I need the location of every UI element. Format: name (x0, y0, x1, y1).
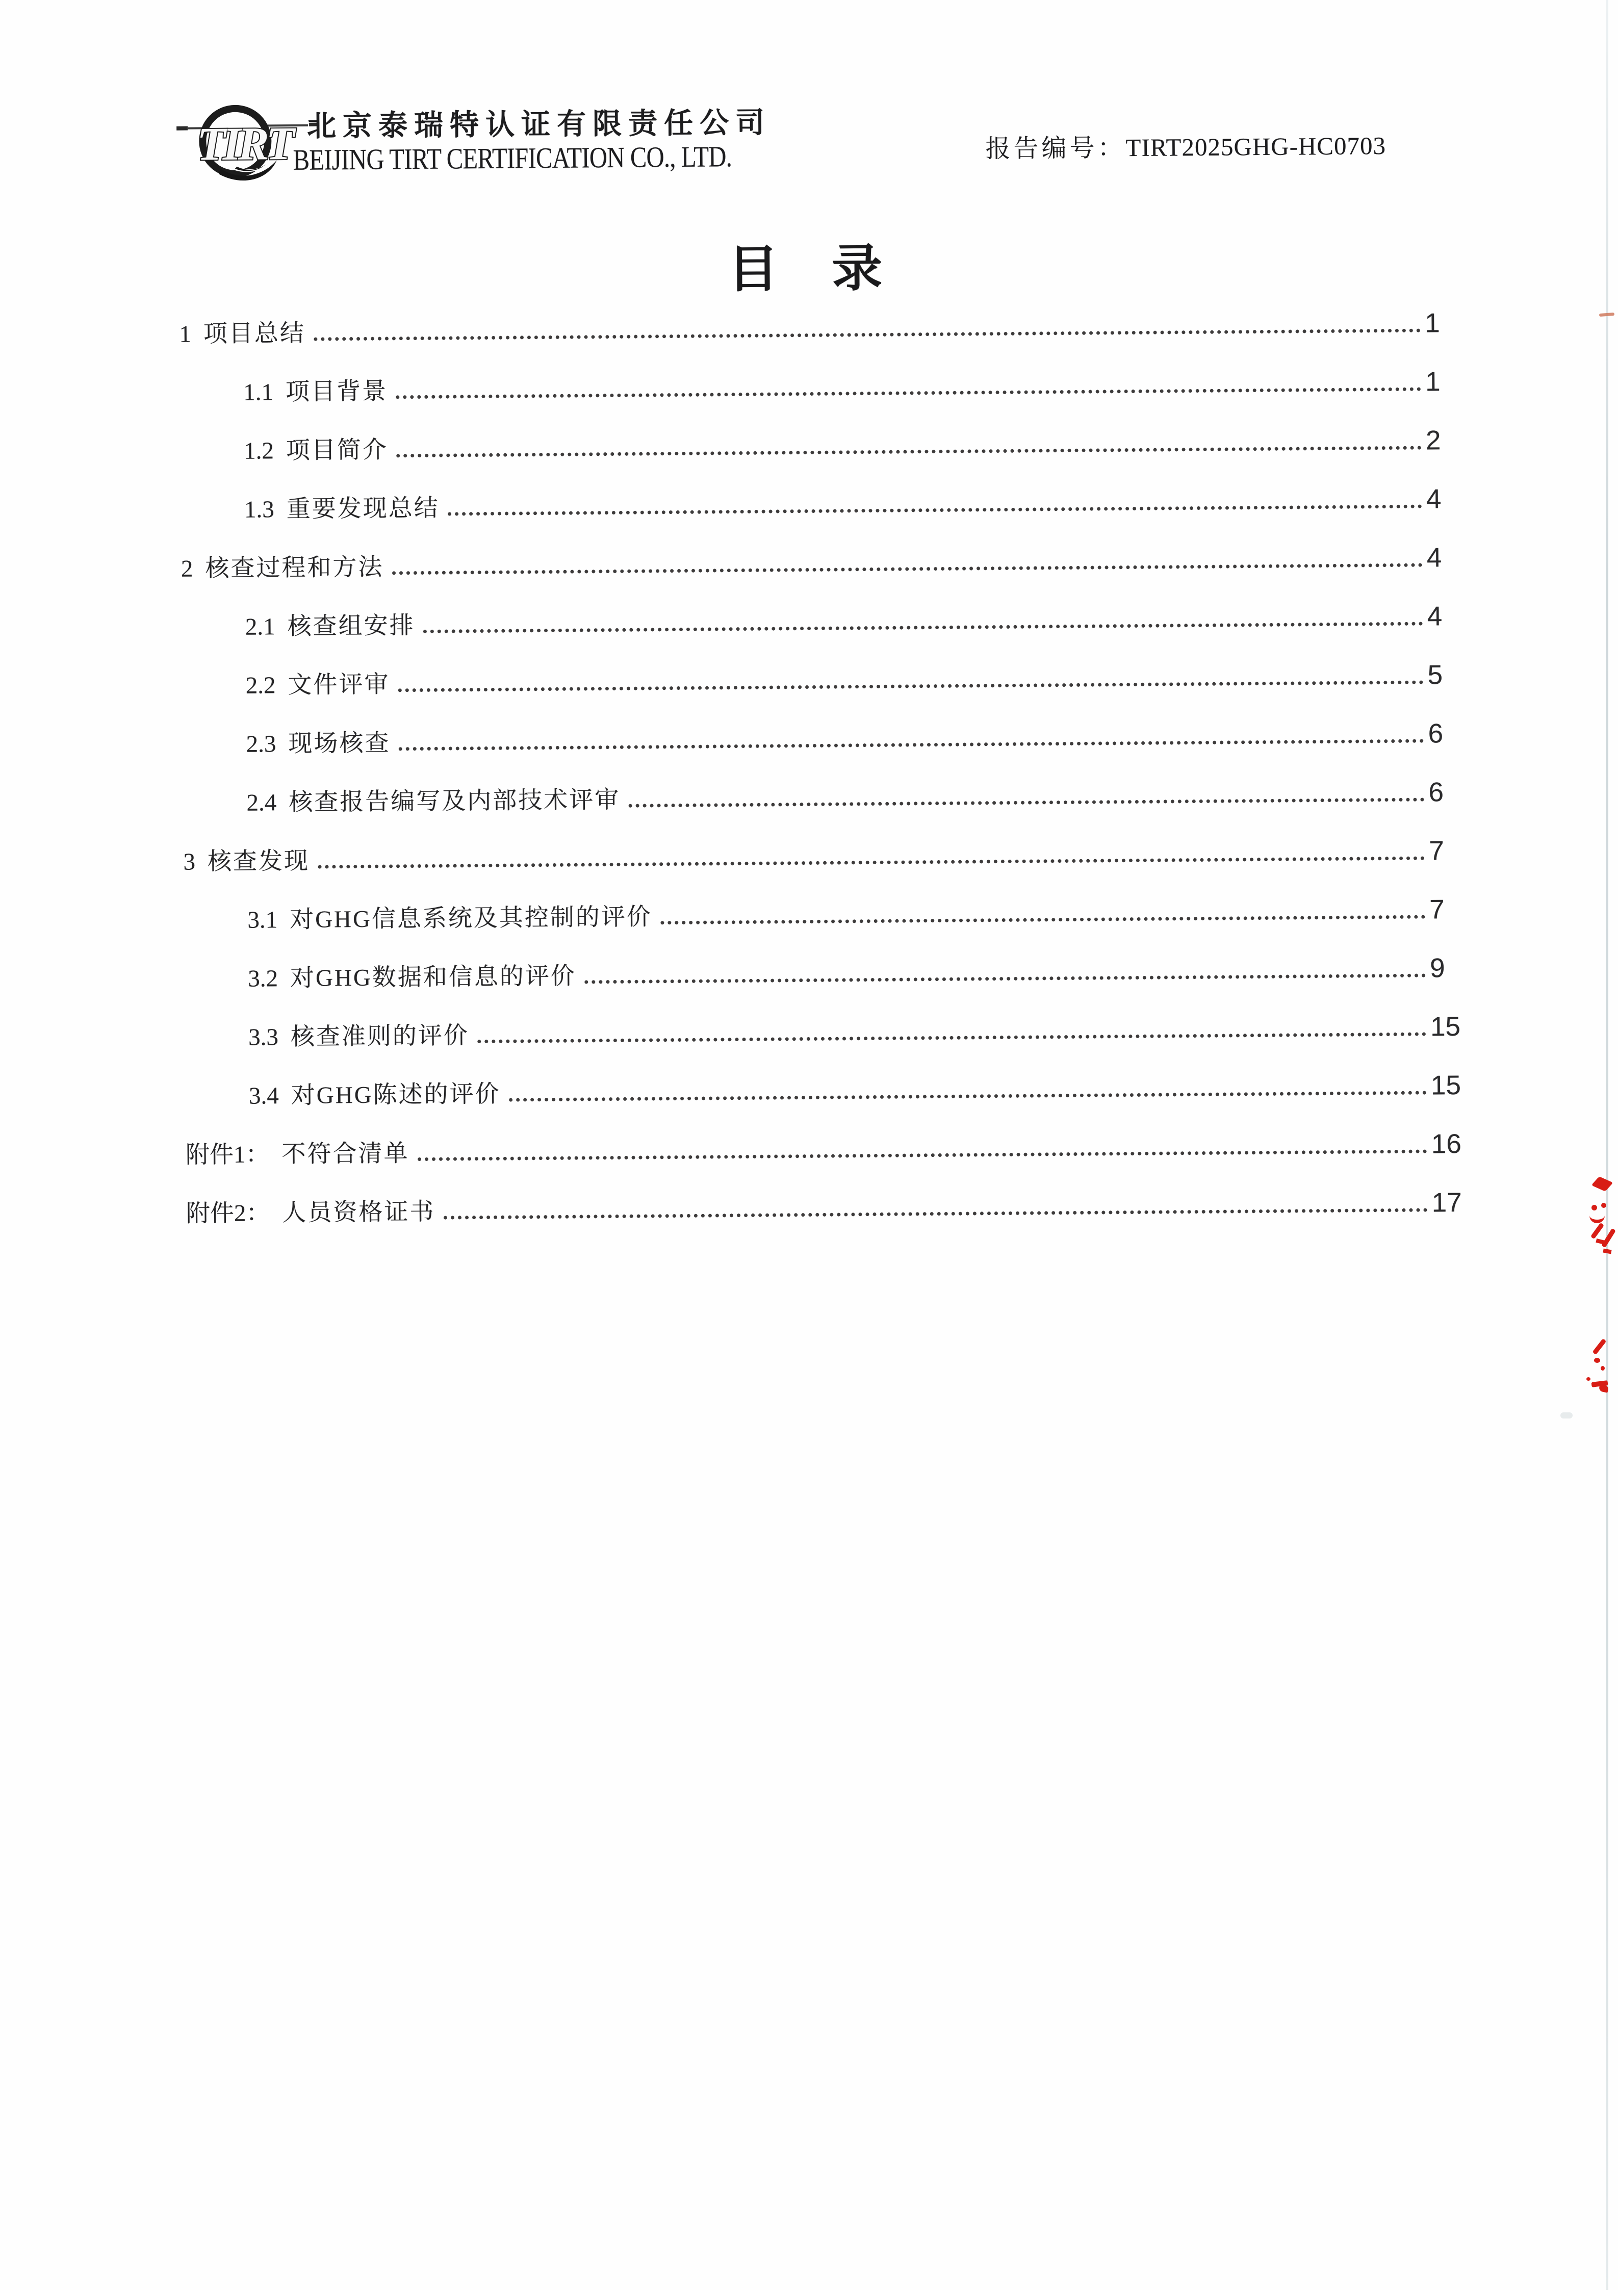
scan-smudge (1560, 1412, 1573, 1418)
toc-entry-page: 5 (1425, 659, 1479, 691)
toc-entry-page: 9 (1428, 952, 1482, 984)
toc-entry-page: 1 (1423, 307, 1477, 339)
toc-entry[interactable] (181, 586, 1479, 655)
page-edge-line (1606, 0, 1608, 2290)
toc-entry-page: 16 (1429, 1128, 1483, 1160)
toc-entry-label: 项目总结 (203, 314, 306, 349)
toc-entry-number: 2.2 (246, 672, 276, 699)
toc-entry[interactable] (181, 469, 1479, 537)
toc-list (179, 293, 1484, 1241)
toc-entry-number: 3.3 (248, 1023, 278, 1051)
toc-entry-label: 重要发现总结 (286, 489, 440, 524)
toc-entry-label: 核查报告编写及内部技术评审 (289, 781, 621, 817)
toc-entry-number: 1.1 (243, 378, 273, 406)
toc-entry-label: 人员资格证书 (282, 1193, 435, 1228)
dot-leader (396, 446, 1422, 458)
toc-entry-label: 现场核查 (288, 724, 391, 759)
toc-entry-label: 对GHG陈述的评价 (291, 1075, 501, 1111)
toc-entry-number: 3.4 (249, 1082, 279, 1110)
dot-leader (584, 974, 1426, 984)
toc-entry[interactable] (179, 293, 1477, 362)
toc-entry-page: 4 (1424, 483, 1478, 515)
toc-entry-number: 2.3 (246, 730, 276, 758)
toc-entry-number: 1.2 (244, 437, 274, 465)
dot-leader (628, 798, 1424, 808)
toc-entry-number: 2.1 (245, 613, 275, 640)
toc-entry[interactable] (185, 1114, 1483, 1182)
toc-entry-label: 核查组安排 (287, 606, 415, 641)
dot-leader (396, 388, 1421, 399)
dot-leader (443, 1208, 1427, 1220)
toc-entry-number: 2 (181, 555, 193, 583)
dot-leader (392, 563, 1422, 575)
dot-leader (660, 915, 1425, 925)
toc-entry-label: 核查发现 (208, 842, 310, 877)
toc-entry-label: 核查过程和方法 (205, 548, 384, 584)
toc-entry[interactable] (183, 820, 1481, 889)
toc-entry-page: 4 (1425, 542, 1479, 574)
company-name-en: BEIJING TIRT CERTIFICATION CO., LTD. (293, 139, 732, 177)
toc-entry[interactable] (186, 1172, 1484, 1241)
toc-entry[interactable] (179, 351, 1478, 420)
dot-leader (477, 1033, 1426, 1044)
toc-entry-page: 7 (1427, 835, 1481, 867)
toc-entry-label: 不符合清单 (281, 1134, 409, 1169)
toc-entry-page: 15 (1429, 1070, 1483, 1101)
dot-leader (398, 681, 1424, 692)
dot-leader (418, 1150, 1427, 1162)
report-number-label: 报告编号： (985, 134, 1125, 163)
header (0, 0, 1612, 7)
logo-speedline-left-dash (176, 126, 188, 131)
dot-leader (314, 329, 1421, 341)
toc-entry-number: 2.4 (246, 789, 276, 816)
toc-entry-label: 文件评审 (288, 665, 390, 700)
toc-entry-number: 3.1 (247, 906, 277, 934)
toc-entry-label: 核查准则的评价 (291, 1016, 470, 1052)
toc-entry-page: 6 (1426, 718, 1480, 750)
toc-entry-label: 对GHG信息系统及其控制的评价 (290, 897, 652, 935)
toc-entry-page: 4 (1425, 601, 1479, 632)
logo-tirt-text: TIRT (197, 117, 297, 170)
dot-leader (509, 1091, 1427, 1102)
toc-entry[interactable] (184, 879, 1482, 948)
toc-entry-page: 17 (1430, 1187, 1484, 1219)
toc-entry-label: 项目简介 (286, 430, 389, 466)
toc-title: 目 录 (0, 222, 1614, 307)
toc-entry[interactable] (185, 1055, 1483, 1124)
toc-entry-page: 2 (1424, 425, 1478, 456)
toc-entry-number: 1.3 (244, 496, 274, 523)
report-number-value: TIRT2025GHG-HC0703 (1125, 132, 1386, 162)
toc-entry[interactable] (180, 410, 1478, 479)
toc-entry-page: 15 (1428, 1011, 1482, 1043)
toc-entry-number: 附件2： (186, 1194, 270, 1228)
toc-entry-number: 3.2 (248, 965, 278, 992)
toc-entry-page: 7 (1427, 894, 1481, 925)
toc-entry[interactable] (183, 762, 1481, 831)
toc-entry-label: 项目背景 (286, 372, 388, 407)
toc-entry[interactable] (182, 703, 1480, 772)
toc-entry[interactable] (185, 996, 1483, 1065)
report-number (985, 126, 1386, 165)
toc-entry-page: 1 (1423, 366, 1477, 398)
company-name-zh: 北京泰瑞特认证有限责任公司 (307, 99, 772, 145)
dot-leader (423, 622, 1423, 633)
toc-entry-number: 附件1： (186, 1135, 270, 1170)
toc-entry-label: 对GHG数据和信息的评价 (290, 957, 576, 993)
toc-entry[interactable] (184, 938, 1482, 1007)
dot-leader (398, 739, 1424, 751)
dot-leader (318, 857, 1425, 869)
toc-entry[interactable] (182, 644, 1480, 713)
toc-entry-number: 1 (179, 321, 191, 348)
toc-entry-number: 3 (183, 848, 195, 875)
toc-entry[interactable] (181, 527, 1479, 596)
dot-leader (448, 505, 1422, 516)
toc-entry-page: 6 (1426, 777, 1480, 808)
